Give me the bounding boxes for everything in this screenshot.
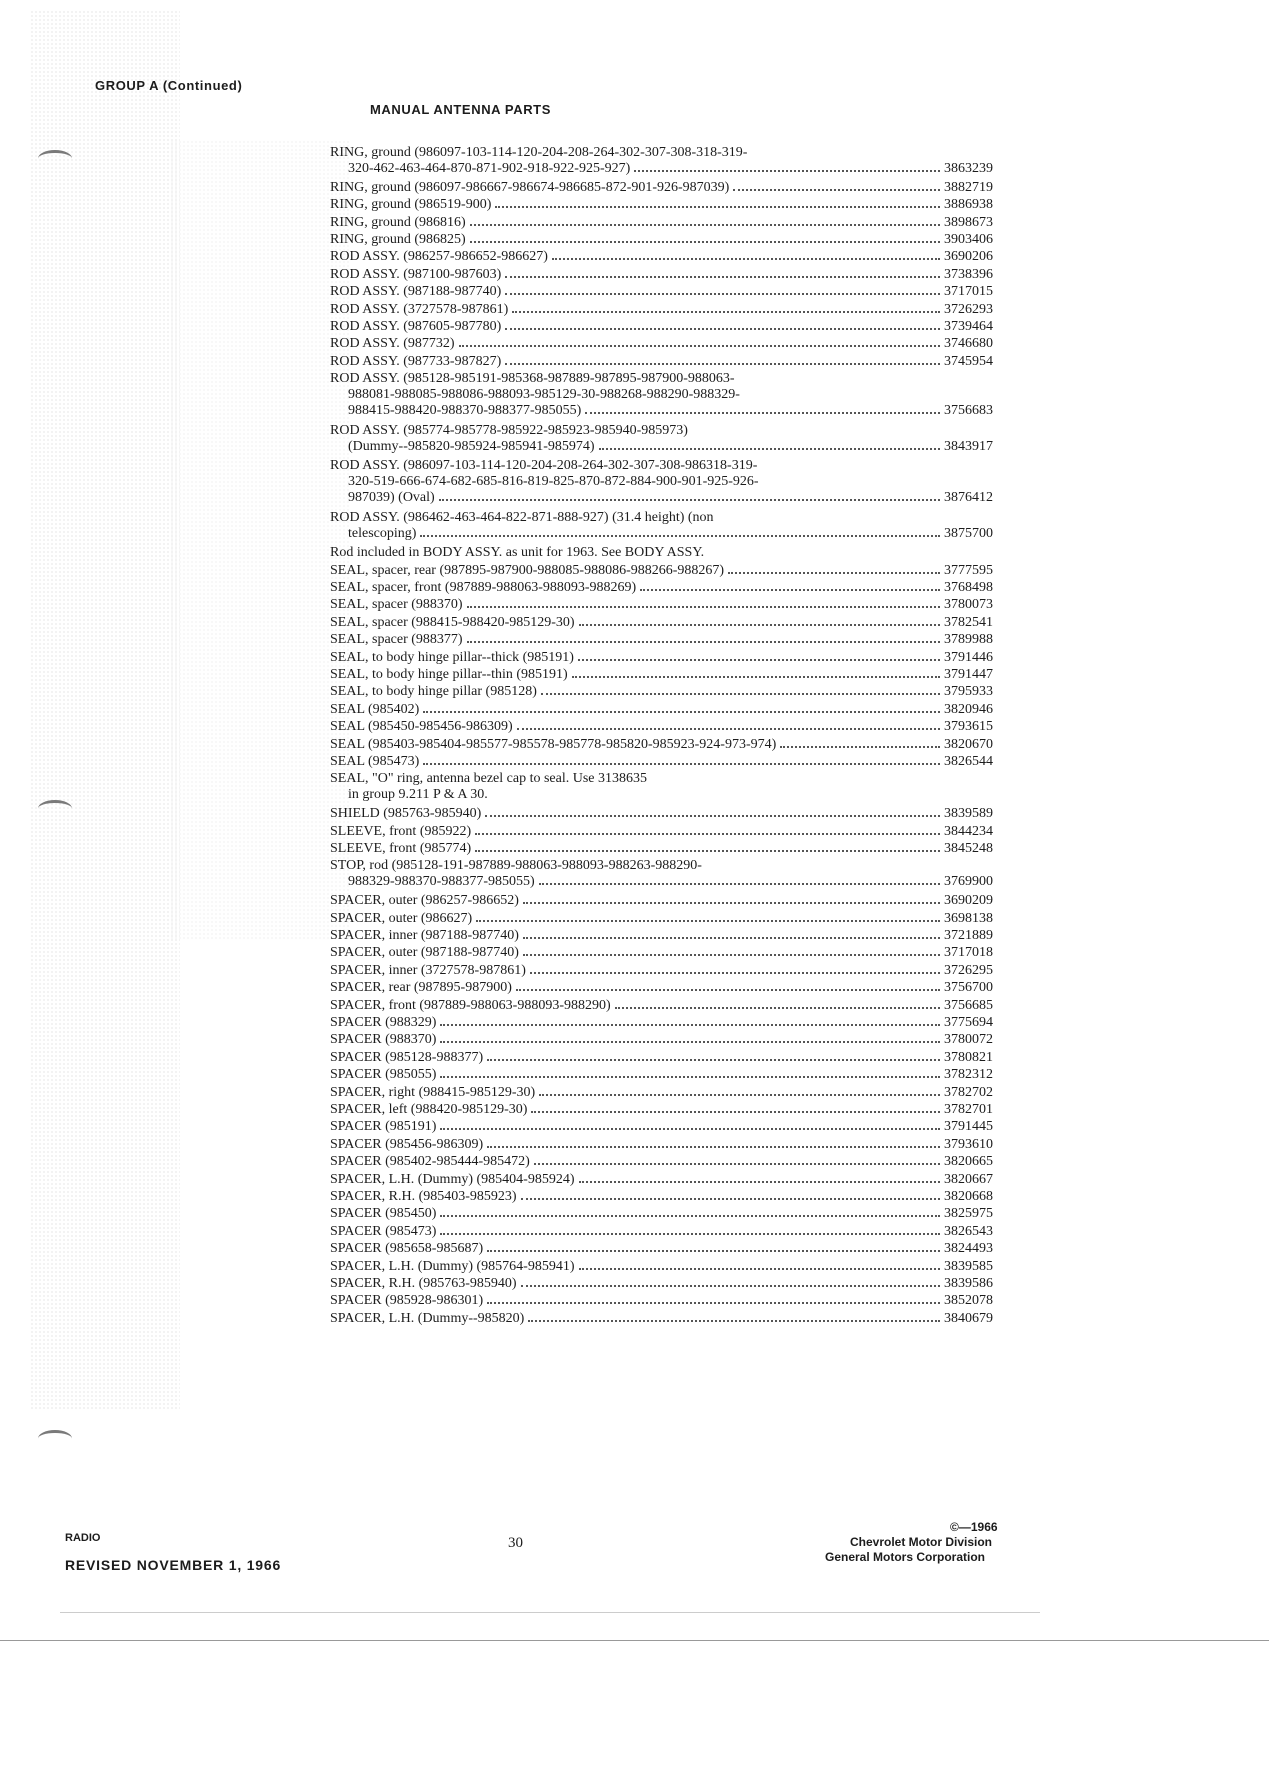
leader-dots xyxy=(516,989,940,991)
part-entry xyxy=(330,858,1010,890)
section-title: MANUAL ANTENNA PARTS xyxy=(370,102,551,117)
leader-dots xyxy=(780,746,940,748)
part-entry xyxy=(330,1085,1010,1101)
part-description: SPACER (985055) xyxy=(330,1067,437,1083)
leader-dots xyxy=(487,1250,940,1252)
group-heading: GROUP A (Continued) xyxy=(95,78,243,93)
part-description: SPACER, outer (986627) xyxy=(330,910,473,926)
part-description: SPACER, R.H. (985403-985923) xyxy=(330,1189,517,1204)
part-number: 3721889 xyxy=(944,928,993,943)
part-description: 320-462-463-464-870-871-902-918-922-925-927) xyxy=(348,161,631,176)
part-number: 3793615 xyxy=(944,719,993,735)
leader-dots xyxy=(634,170,940,172)
part-number: 3863239 xyxy=(944,161,993,176)
part-number: 3820670 xyxy=(944,736,993,752)
part-number: 3726293 xyxy=(944,301,993,317)
part-entry xyxy=(330,615,1010,631)
part-entry xyxy=(330,650,1010,666)
part-description: Rod included in BODY ASSY. as unit for 1963. See BODY ASSY. xyxy=(330,545,705,561)
part-entry xyxy=(330,1050,1010,1066)
part-description: SPACER, rear (987895-987900) xyxy=(330,980,512,996)
scan-edge-rule xyxy=(0,1640,1269,1641)
part-number: 3839589 xyxy=(944,806,993,822)
part-description: SEAL, spacer, rear (987895-987900-988085-988086-988266-988267) xyxy=(330,562,725,578)
leader-dots xyxy=(475,833,940,835)
part-description: SPACER (985473) xyxy=(330,1223,437,1239)
part-description: SPACER (985928-986301) xyxy=(330,1293,484,1309)
part-description: ROD ASSY. (987605-987780) xyxy=(330,319,502,334)
leader-dots xyxy=(523,954,940,956)
part-number: 3690209 xyxy=(944,893,993,909)
scan-faint-rule xyxy=(60,1612,1040,1613)
leader-dots xyxy=(579,1181,941,1183)
part-number: 3780072 xyxy=(944,1032,993,1048)
part-description: ROD ASSY. (3727578-987861) xyxy=(330,301,509,317)
part-description: SPACER (988370) xyxy=(330,1032,437,1048)
leader-dots xyxy=(539,883,940,885)
punch-hole-bottom xyxy=(38,1430,72,1447)
leader-dots xyxy=(423,711,940,713)
leader-dots xyxy=(615,1007,940,1009)
part-number: 3756700 xyxy=(944,980,993,996)
part-entry xyxy=(330,1293,1010,1309)
part-number: 3698138 xyxy=(944,910,993,926)
part-number: 3777595 xyxy=(944,562,993,578)
part-description: telescoping) xyxy=(348,526,417,542)
leader-dots xyxy=(505,363,940,365)
part-entry xyxy=(330,1032,1010,1048)
part-number: 3717018 xyxy=(944,945,993,961)
leader-dots xyxy=(552,258,940,260)
part-description: SPACER, inner (3727578-987861) xyxy=(330,962,526,978)
leader-dots xyxy=(534,1163,940,1165)
part-description: STOP, rod (985128-191-987889-988063-988093-988263-988290- xyxy=(330,858,702,874)
part-number: 3839586 xyxy=(944,1276,993,1291)
leader-dots xyxy=(528,1320,940,1322)
footer-section: RADIO xyxy=(65,1532,101,1544)
part-description: ROD ASSY. (987188-987740) xyxy=(330,284,502,300)
part-description: SPACER (985128-988377) xyxy=(330,1049,484,1065)
part-number: 3886938 xyxy=(944,197,993,213)
part-entry xyxy=(330,336,1010,352)
leader-dots xyxy=(599,448,940,450)
part-description: SEAL, to body hinge pillar--thin (985191) xyxy=(330,667,568,682)
part-description: RING, ground (986825) xyxy=(330,232,466,247)
page-number: 30 xyxy=(508,1535,523,1551)
part-description: 988081-988085-988086-988093-985129-30-988268-988290-988329- xyxy=(348,387,740,403)
part-number: 3690206 xyxy=(944,249,993,265)
part-entry xyxy=(330,754,1010,770)
part-entry xyxy=(330,371,1010,419)
leader-dots xyxy=(733,189,940,191)
part-description: (Dummy--985820-985924-985941-985974) xyxy=(348,439,595,455)
leader-dots xyxy=(470,224,940,226)
part-description: 320-519-666-674-682-685-816-819-825-870-872-884-900-901-925-926- xyxy=(348,474,759,490)
leader-dots xyxy=(521,1285,940,1287)
leader-dots xyxy=(585,412,940,414)
leader-dots xyxy=(505,276,940,278)
leader-dots xyxy=(440,1076,940,1078)
part-description: SEAL, spacer (988415-988420-985129-30) xyxy=(330,614,575,630)
part-description: ROD ASSY. (985128-985191-985368-987889-987895-987900-988063- xyxy=(330,371,735,387)
part-entry xyxy=(330,911,1010,927)
footer-copyright: ©—1966 xyxy=(950,1520,998,1534)
part-entry xyxy=(330,302,1010,318)
part-description: RING, ground (986097-103-114-120-204-208-264-302-307-308-318-319- xyxy=(330,145,748,160)
part-description: ROD ASSY. (987733-987827) xyxy=(330,353,502,369)
part-description: SPACER, L.H. (Dummy--985820) xyxy=(330,1310,525,1326)
part-number: 3789988 xyxy=(944,632,993,648)
part-description: SPACER (985658-985687) xyxy=(330,1241,484,1257)
part-number: 3839585 xyxy=(944,1258,993,1274)
part-entry xyxy=(330,963,1010,979)
part-description: 988415-988420-988370-988377-985055) xyxy=(348,403,582,419)
leader-dots xyxy=(523,937,940,939)
part-entry xyxy=(330,458,1010,506)
part-number: 3745954 xyxy=(944,353,993,369)
part-description: SPACER, outer (987188-987740) xyxy=(330,945,519,961)
part-number: 3746680 xyxy=(944,336,993,352)
leader-dots xyxy=(531,1111,940,1113)
part-number: 3791447 xyxy=(944,667,993,682)
leader-dots xyxy=(420,535,940,537)
part-number: 3825975 xyxy=(944,1206,993,1222)
leader-dots xyxy=(530,972,940,974)
part-entry xyxy=(330,215,1010,231)
part-entry xyxy=(330,1119,1010,1135)
part-number: 3820665 xyxy=(944,1154,993,1170)
part-entry xyxy=(330,824,1010,840)
part-entry xyxy=(330,1259,1010,1275)
part-number: 3775694 xyxy=(944,1015,993,1030)
part-entry xyxy=(330,667,1010,683)
part-description: SPACER, inner (987188-987740) xyxy=(330,928,519,943)
part-description: 988329-988370-988377-985055) xyxy=(348,874,535,890)
leader-dots xyxy=(439,499,940,501)
part-number: 3769900 xyxy=(944,874,993,890)
part-description: SEAL, spacer (988370) xyxy=(330,597,463,613)
part-entry xyxy=(330,1206,1010,1222)
leader-dots xyxy=(579,1268,941,1270)
part-entry xyxy=(330,1224,1010,1240)
part-number: 3875700 xyxy=(944,526,993,542)
part-description: SPACER (985450) xyxy=(330,1206,437,1222)
part-number: 3782541 xyxy=(944,614,993,630)
leader-dots xyxy=(440,1024,940,1026)
part-entry xyxy=(330,319,1010,335)
part-description: 987039) (Oval) xyxy=(348,490,435,506)
part-entry xyxy=(330,684,1010,700)
part-number: 3791446 xyxy=(944,649,993,665)
footer-revised: REVISED NOVEMBER 1, 1966 xyxy=(65,1557,282,1573)
leader-dots xyxy=(539,1094,940,1096)
part-entry xyxy=(330,267,1010,283)
leader-dots xyxy=(467,606,940,608)
part-number: 3791445 xyxy=(944,1119,993,1135)
part-entry xyxy=(330,232,1010,248)
part-entry xyxy=(330,893,1010,909)
part-entry xyxy=(330,1015,1010,1031)
part-number: 3738396 xyxy=(944,266,993,282)
part-number: 3820946 xyxy=(944,701,993,717)
part-entry xyxy=(330,1276,1010,1292)
part-number: 3845248 xyxy=(944,841,993,856)
part-description: SEAL, "O" ring, antenna bezel cap to seal. Use 3138635 xyxy=(330,771,648,787)
part-entry xyxy=(330,1067,1010,1083)
part-entry xyxy=(330,806,1010,822)
part-description: RING, ground (986097-986667-986674-986685-872-901-926-987039) xyxy=(330,179,730,195)
part-description: SLEEVE, front (985922) xyxy=(330,823,472,839)
punch-hole-middle xyxy=(38,800,72,817)
part-number: 3782702 xyxy=(944,1084,993,1100)
part-entry xyxy=(330,354,1010,370)
leader-dots xyxy=(505,328,940,330)
part-number: 3876412 xyxy=(944,490,993,506)
part-description: SLEEVE, front (985774) xyxy=(330,841,472,856)
part-entry xyxy=(330,423,1010,455)
leader-dots xyxy=(728,572,940,574)
part-description: SEAL (985473) xyxy=(330,754,420,769)
part-number: 3840679 xyxy=(944,1310,993,1326)
part-number: 3826543 xyxy=(944,1223,993,1239)
scan-speckle-mid xyxy=(170,140,350,940)
part-number: 3780821 xyxy=(944,1049,993,1065)
leader-dots xyxy=(572,676,940,678)
leader-dots xyxy=(505,293,940,295)
part-description: ROD ASSY. (986257-986652-986627) xyxy=(330,249,548,265)
leader-dots xyxy=(440,1215,940,1217)
leader-dots xyxy=(423,763,940,765)
leader-dots xyxy=(440,1233,940,1235)
part-number: 3739464 xyxy=(944,319,993,334)
part-entry xyxy=(330,249,1010,265)
part-entry xyxy=(330,928,1010,944)
part-entry xyxy=(330,702,1010,718)
part-description: ROD ASSY. (987732) xyxy=(330,336,455,352)
part-entry xyxy=(330,1172,1010,1188)
part-description: SPACER (985402-985444-985472) xyxy=(330,1154,530,1170)
part-description: SHIELD (985763-985940) xyxy=(330,806,482,822)
part-entry xyxy=(330,563,1010,579)
part-description: SPACER, L.H. (Dummy) (985404-985924) xyxy=(330,1171,575,1187)
leader-dots xyxy=(487,1302,940,1304)
part-number: 3717015 xyxy=(944,284,993,300)
leader-dots xyxy=(487,1059,940,1061)
part-number: 3820668 xyxy=(944,1189,993,1204)
part-number: 3768498 xyxy=(944,580,993,595)
leader-dots xyxy=(521,1198,940,1200)
part-description: SEAL, to body hinge pillar--thick (985191) xyxy=(330,649,574,665)
part-number: 3882719 xyxy=(944,179,993,195)
leader-dots xyxy=(517,728,940,730)
part-description: ROD ASSY. (986462-463-464-822-871-888-927) (31.4 height) (non xyxy=(330,510,714,526)
part-description: ROD ASSY. (985774-985778-985922-985923-985940-985973) xyxy=(330,423,688,439)
part-number: 3756685 xyxy=(944,997,993,1013)
part-description: SPACER, R.H. (985763-985940) xyxy=(330,1276,517,1291)
part-entry xyxy=(330,737,1010,753)
leader-dots xyxy=(579,624,940,626)
part-description: SPACER, right (988415-985129-30) xyxy=(330,1084,536,1100)
part-entry xyxy=(330,719,1010,735)
leader-dots xyxy=(487,1146,940,1148)
part-entry xyxy=(330,580,1010,596)
part-description: SPACER, outer (986257-986652) xyxy=(330,893,519,909)
part-entry xyxy=(330,1241,1010,1257)
part-description: SEAL, spacer, front (987889-988063-988093-988269) xyxy=(330,580,637,595)
part-description: ROD ASSY. (987100-987603) xyxy=(330,266,502,282)
part-entry xyxy=(330,1189,1010,1205)
part-entry xyxy=(330,1137,1010,1153)
leader-dots xyxy=(512,311,940,313)
part-entry xyxy=(330,545,1010,561)
leader-dots xyxy=(459,345,940,347)
leader-dots xyxy=(467,641,940,643)
part-description: SPACER, left (988420-985129-30) xyxy=(330,1102,528,1117)
part-entry xyxy=(330,145,1010,177)
part-description: ROD ASSY. (986097-103-114-120-204-208-264-302-307-308-986318-319- xyxy=(330,458,758,474)
part-description: in group 9.211 P & A 30. xyxy=(348,787,488,803)
leader-dots xyxy=(440,1041,940,1043)
leader-dots xyxy=(541,693,940,695)
leader-dots xyxy=(476,920,940,922)
part-number: 3795933 xyxy=(944,684,993,700)
part-number: 3852078 xyxy=(944,1293,993,1309)
part-number: 3782701 xyxy=(944,1102,993,1117)
part-entry xyxy=(330,998,1010,1014)
part-description: RING, ground (986519-900) xyxy=(330,197,492,213)
part-entry xyxy=(330,1154,1010,1170)
part-description: SPACER (985191) xyxy=(330,1119,437,1135)
part-entry xyxy=(330,510,1010,542)
leader-dots xyxy=(495,206,940,208)
part-description: SPACER (988329) xyxy=(330,1015,437,1030)
part-entry xyxy=(330,1102,1010,1118)
part-entry xyxy=(330,980,1010,996)
part-number: 3820667 xyxy=(944,1171,993,1187)
part-entry xyxy=(330,197,1010,213)
part-description: RING, ground (986816) xyxy=(330,214,466,230)
part-description: SPACER, front (987889-988063-988093-988290) xyxy=(330,997,611,1013)
leader-dots xyxy=(470,241,940,243)
part-number: 3826544 xyxy=(944,754,993,769)
part-description: SEAL (985402) xyxy=(330,701,420,717)
part-entry xyxy=(330,180,1010,196)
part-description: SEAL (985450-985456-986309) xyxy=(330,719,513,735)
part-number: 3903406 xyxy=(944,232,993,247)
leader-dots xyxy=(440,1128,940,1130)
punch-hole-top xyxy=(38,150,72,167)
part-entry xyxy=(330,841,1010,857)
part-number: 3782312 xyxy=(944,1067,993,1083)
part-description: SEAL (985403-985404-985577-985578-985778-985820-985923-924-973-974) xyxy=(330,736,777,752)
leader-dots xyxy=(640,589,940,591)
part-number: 3726295 xyxy=(944,962,993,978)
part-number: 3844234 xyxy=(944,823,993,839)
part-number: 3824493 xyxy=(944,1241,993,1257)
part-entry xyxy=(330,632,1010,648)
part-number: 3756683 xyxy=(944,403,993,419)
part-number: 3793610 xyxy=(944,1136,993,1152)
part-entry xyxy=(330,597,1010,613)
leader-dots xyxy=(485,815,940,817)
part-number: 3843917 xyxy=(944,439,993,455)
part-entry xyxy=(330,945,1010,961)
footer-corporation: General Motors Corporation xyxy=(825,1550,986,1564)
part-entry xyxy=(330,771,1010,803)
part-description: SPACER (985456-986309) xyxy=(330,1136,484,1152)
footer-division: Chevrolet Motor Division xyxy=(850,1535,993,1549)
leader-dots xyxy=(578,659,940,661)
leader-dots xyxy=(475,850,940,852)
part-description: SEAL, spacer (988377) xyxy=(330,632,463,648)
part-description: SPACER, L.H. (Dummy) (985764-985941) xyxy=(330,1258,575,1274)
leader-dots xyxy=(523,902,940,904)
part-entry xyxy=(330,284,1010,300)
part-description: SEAL, to body hinge pillar (985128) xyxy=(330,684,537,700)
scan-speckle-left xyxy=(30,10,180,1410)
part-number: 3898673 xyxy=(944,214,993,230)
part-number: 3780073 xyxy=(944,597,993,613)
part-entry xyxy=(330,1311,1010,1327)
